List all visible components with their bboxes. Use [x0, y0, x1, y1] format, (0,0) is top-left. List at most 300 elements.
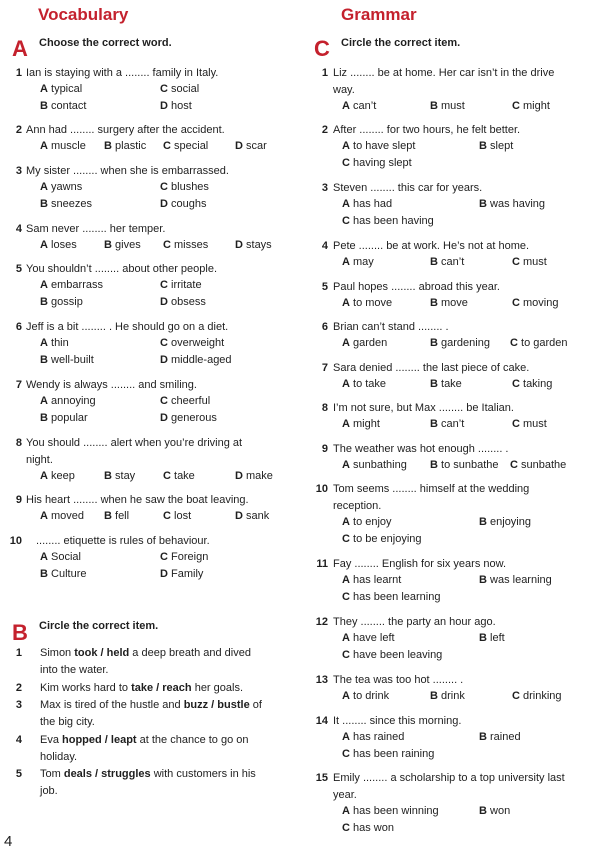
- option-a[interactable]: [342, 98, 376, 114]
- option-a[interactable]: [342, 572, 401, 588]
- option-letter: B: [40, 412, 48, 424]
- option-text: gives: [111, 239, 141, 251]
- option-letter: B: [479, 805, 487, 817]
- option-d[interactable]: [235, 468, 273, 484]
- option-c[interactable]: [342, 213, 434, 229]
- option-text: must: [519, 256, 547, 268]
- option-text: gardening: [437, 337, 490, 349]
- option-d[interactable]: [235, 138, 267, 154]
- option-letter: D: [160, 198, 168, 210]
- option-letter: C: [512, 256, 520, 268]
- option-d[interactable]: [160, 98, 192, 114]
- sentence-text: [40, 645, 285, 679]
- option-letter: B: [430, 256, 438, 268]
- option-text: to take: [349, 378, 387, 390]
- option-letter: C: [342, 533, 350, 545]
- option-letter: A: [342, 378, 350, 390]
- option-b[interactable]: [40, 196, 92, 212]
- option-text: sank: [242, 510, 270, 522]
- option-text: has been raining: [349, 748, 435, 760]
- question-text: night.: [26, 454, 53, 466]
- option-b[interactable]: [430, 688, 465, 704]
- question-number: 5: [15, 263, 22, 275]
- option-c[interactable]: [342, 647, 442, 663]
- sentence-part: Eva: [40, 734, 63, 746]
- option-letter: A: [342, 337, 350, 349]
- option-text: host: [167, 100, 192, 112]
- option-text: take: [437, 378, 462, 390]
- option-a[interactable]: [342, 416, 380, 432]
- option-text: irritate: [167, 279, 202, 291]
- option-c[interactable]: [510, 335, 568, 351]
- option-text: obsess: [167, 296, 206, 308]
- question-number: 8: [15, 437, 22, 449]
- option-letter: B: [40, 296, 48, 308]
- option-b[interactable]: [104, 508, 129, 524]
- option-letter: C: [163, 470, 171, 482]
- option-text: take: [170, 470, 195, 482]
- option-text: may: [349, 256, 374, 268]
- option-a[interactable]: [40, 335, 69, 351]
- option-a[interactable]: [342, 196, 392, 212]
- option-text: has learnt: [349, 574, 402, 586]
- option-c[interactable]: [342, 531, 422, 547]
- choice-pair[interactable]: take / reach: [131, 682, 192, 694]
- option-text: to drink: [349, 690, 390, 702]
- option-letter: B: [104, 470, 112, 482]
- option-b[interactable]: [479, 514, 531, 530]
- question-number: 1: [321, 67, 328, 79]
- option-letter: B: [40, 100, 48, 112]
- option-b[interactable]: [40, 98, 86, 114]
- option-letter: C: [160, 337, 168, 349]
- option-letter: B: [430, 297, 438, 309]
- option-text: contact: [47, 100, 87, 112]
- question-number: 8: [321, 402, 328, 414]
- question-number: 1: [15, 647, 22, 659]
- option-text: has been having: [349, 215, 434, 227]
- option-letter: C: [160, 279, 168, 291]
- option-text: have been leaving: [349, 649, 443, 661]
- option-text: muscle: [47, 140, 86, 152]
- option-c[interactable]: [512, 295, 558, 311]
- option-c[interactable]: [160, 277, 202, 293]
- option-letter: A: [40, 395, 48, 407]
- sentence-part: with customers in his: [150, 768, 256, 780]
- option-letter: B: [479, 632, 487, 644]
- option-text: misses: [170, 239, 209, 251]
- option-letter: C: [342, 215, 350, 227]
- option-b[interactable]: [430, 254, 464, 270]
- option-a[interactable]: [40, 508, 84, 524]
- option-text: enjoying: [486, 516, 531, 528]
- question-number: 2: [321, 124, 328, 136]
- question-text: You shouldn’t ........ about other people.: [26, 263, 218, 275]
- option-b[interactable]: [430, 416, 464, 432]
- question-number: 5: [321, 281, 328, 293]
- option-c[interactable]: [160, 179, 209, 195]
- question-number: 7: [321, 362, 328, 374]
- question-number: 6: [15, 321, 22, 333]
- option-letter: C: [160, 551, 168, 563]
- option-d[interactable]: [160, 196, 206, 212]
- option-b[interactable]: [40, 352, 94, 368]
- question-text: They ........ the party an hour ago.: [333, 616, 496, 628]
- option-a[interactable]: [342, 803, 439, 819]
- choice-pair[interactable]: buzz / bustle: [183, 699, 250, 711]
- option-letter: B: [104, 140, 112, 152]
- option-b[interactable]: [40, 294, 83, 310]
- sentence-part: holiday.: [40, 751, 78, 763]
- option-b[interactable]: [479, 138, 513, 154]
- option-text: must: [519, 418, 547, 430]
- option-a[interactable]: [40, 393, 96, 409]
- option-text: blushes: [167, 181, 209, 193]
- option-c[interactable]: [163, 237, 208, 253]
- option-a[interactable]: [342, 335, 387, 351]
- question-number: 10: [9, 535, 22, 547]
- option-letter: B: [40, 354, 48, 366]
- option-letter: B: [479, 731, 487, 743]
- choice-pair[interactable]: took / held: [74, 647, 130, 659]
- option-b[interactable]: [479, 196, 545, 212]
- option-d[interactable]: [160, 410, 217, 426]
- section-b-letter: B: [12, 620, 28, 645]
- option-b[interactable]: [104, 237, 141, 253]
- option-text: left: [486, 632, 505, 644]
- question-text: Paul hopes ........ abroad this year.: [333, 281, 500, 293]
- option-text: can’t: [349, 100, 377, 112]
- option-a[interactable]: [40, 179, 82, 195]
- question-text: Pete ........ be at work. He’s not at home.: [333, 240, 530, 252]
- option-d[interactable]: [235, 237, 272, 253]
- question-text: Fay ........ English for six years now.: [333, 558, 507, 570]
- option-b[interactable]: [479, 572, 552, 588]
- option-text: to sunbathe: [437, 459, 499, 471]
- question-number: 3: [321, 182, 328, 194]
- option-text: has been learning: [349, 591, 441, 603]
- question-text: Brian can’t stand ........ .: [333, 321, 449, 333]
- question-text: way.: [333, 84, 355, 96]
- option-text: won: [486, 805, 511, 817]
- option-letter: B: [40, 198, 48, 210]
- option-letter: A: [342, 198, 350, 210]
- option-text: has rained: [349, 731, 405, 743]
- option-text: sunbathing: [349, 459, 407, 471]
- option-text: Culture: [47, 568, 87, 580]
- question-text: Sara denied ........ the last piece of cake.: [333, 362, 530, 374]
- option-text: popular: [47, 412, 88, 424]
- option-a[interactable]: [342, 295, 392, 311]
- option-text: can’t: [437, 256, 465, 268]
- option-text: Family: [167, 568, 204, 580]
- question-text: My sister ........ when she is embarrassed.: [26, 165, 229, 177]
- question-text: Sam never ........ her temper.: [26, 223, 166, 235]
- option-text: annoying: [47, 395, 96, 407]
- option-text: have left: [349, 632, 395, 644]
- question-number: 2: [15, 682, 22, 694]
- option-d[interactable]: [160, 566, 203, 582]
- sentence-part: Kim works hard to: [40, 682, 132, 694]
- option-text: has been winning: [349, 805, 439, 817]
- option-letter: C: [160, 83, 168, 95]
- option-text: has had: [349, 198, 393, 210]
- question-number: 2: [15, 124, 22, 136]
- option-letter: A: [342, 297, 350, 309]
- option-d[interactable]: [235, 508, 269, 524]
- option-text: fell: [111, 510, 130, 522]
- question-number: 11: [316, 558, 328, 570]
- option-b[interactable]: [40, 410, 88, 426]
- option-letter: D: [160, 296, 168, 308]
- option-letter: A: [342, 574, 350, 586]
- section-c-instruction: Circle the correct item.: [341, 37, 461, 49]
- option-a[interactable]: [342, 630, 395, 646]
- option-c[interactable]: [342, 589, 440, 605]
- question-text: reception.: [333, 500, 382, 512]
- option-a[interactable]: [40, 237, 77, 253]
- option-letter: A: [40, 181, 48, 193]
- section-b-instruction: Circle the correct item.: [39, 620, 159, 632]
- option-letter: C: [160, 395, 168, 407]
- option-a[interactable]: [40, 81, 82, 97]
- option-text: Foreign: [167, 551, 209, 563]
- option-b[interactable]: [430, 457, 499, 473]
- option-text: was having: [486, 198, 546, 210]
- option-d[interactable]: [160, 294, 206, 310]
- option-letter: C: [510, 337, 518, 349]
- option-text: to be enjoying: [349, 533, 422, 545]
- question-text: The weather was hot enough ........ .: [333, 443, 509, 455]
- option-c[interactable]: [512, 416, 547, 432]
- question-text: year.: [333, 789, 357, 801]
- question-number: 4: [15, 223, 22, 235]
- option-b[interactable]: [104, 138, 146, 154]
- question-number: 9: [15, 494, 22, 506]
- section-a-letter: A: [12, 36, 28, 61]
- option-a[interactable]: [342, 729, 404, 745]
- option-letter: C: [512, 297, 520, 309]
- option-letter: B: [479, 516, 487, 528]
- option-letter: B: [104, 510, 112, 522]
- question-text: It ........ since this morning.: [333, 715, 462, 727]
- question-number: 5: [15, 768, 22, 780]
- option-letter: C: [342, 157, 350, 169]
- option-letter: C: [342, 822, 350, 834]
- question-number: 3: [15, 699, 22, 711]
- option-text: has won: [349, 822, 394, 834]
- option-text: slept: [486, 140, 514, 152]
- option-a[interactable]: [40, 277, 103, 293]
- option-letter: C: [512, 418, 520, 430]
- option-letter: C: [512, 690, 520, 702]
- option-text: drinking: [519, 690, 562, 702]
- question-text: You should ........ alert when you’re driving at: [26, 437, 243, 449]
- option-letter: B: [479, 198, 487, 210]
- option-a[interactable]: [40, 138, 86, 154]
- option-c[interactable]: [160, 393, 210, 409]
- option-c[interactable]: [512, 254, 547, 270]
- option-text: stays: [242, 239, 272, 251]
- option-text: rained: [486, 731, 521, 743]
- question-number: 6: [321, 321, 328, 333]
- option-letter: C: [163, 239, 171, 251]
- option-letter: A: [40, 337, 48, 349]
- option-a[interactable]: [40, 468, 75, 484]
- sentence-text: [40, 697, 285, 731]
- option-c[interactable]: [163, 508, 191, 524]
- option-b[interactable]: [430, 295, 468, 311]
- option-text: thin: [47, 337, 69, 349]
- sentence-part: her goals.: [191, 682, 244, 694]
- sentence-part: Simon: [40, 647, 75, 659]
- option-letter: A: [342, 690, 350, 702]
- option-letter: C: [512, 378, 520, 390]
- question-number: 3: [15, 165, 22, 177]
- question-number: 4: [15, 734, 22, 746]
- option-a[interactable]: [342, 457, 407, 473]
- option-text: cheerful: [167, 395, 211, 407]
- option-text: lost: [170, 510, 192, 522]
- option-a[interactable]: [342, 514, 392, 530]
- choice-pair[interactable]: hopped / leapt: [62, 734, 137, 746]
- choice-pair[interactable]: deals / struggles: [63, 768, 151, 780]
- question-number: 10: [315, 483, 328, 495]
- option-letter: C: [512, 100, 520, 112]
- option-c[interactable]: [342, 746, 434, 762]
- option-a[interactable]: [342, 254, 374, 270]
- option-letter: B: [430, 378, 438, 390]
- option-b[interactable]: [430, 335, 490, 351]
- option-c[interactable]: [512, 376, 552, 392]
- question-text: His heart ........ when he saw the boat leaving.: [26, 494, 249, 506]
- option-c[interactable]: [342, 820, 394, 836]
- option-text: typical: [47, 83, 83, 95]
- option-a[interactable]: [342, 138, 415, 154]
- question-text: Tom seems ........ himself at the wedding: [333, 483, 530, 495]
- option-text: to garden: [517, 337, 568, 349]
- option-letter: C: [342, 649, 350, 661]
- option-letter: D: [235, 140, 243, 152]
- question-number: 15: [315, 772, 328, 784]
- option-letter: C: [342, 591, 350, 603]
- option-b[interactable]: [479, 630, 505, 646]
- option-c[interactable]: [163, 138, 208, 154]
- option-text: might: [519, 100, 550, 112]
- sentence-part: at the chance to go on: [136, 734, 249, 746]
- option-text: to enjoy: [349, 516, 392, 528]
- option-letter: B: [479, 140, 487, 152]
- option-text: can’t: [437, 418, 465, 430]
- option-letter: A: [40, 551, 48, 563]
- question-text: ........ etiquette is rules of behaviour.: [36, 535, 210, 547]
- grammar-heading: Grammar: [341, 5, 417, 24]
- option-letter: B: [430, 690, 438, 702]
- option-text: to move: [349, 297, 393, 309]
- question-number: 1: [15, 67, 22, 79]
- option-letter: A: [40, 470, 48, 482]
- option-b[interactable]: [430, 98, 465, 114]
- option-text: moving: [519, 297, 559, 309]
- question-text: Ann had ........ surgery after the accident.: [26, 124, 225, 136]
- option-letter: B: [479, 574, 487, 586]
- option-b[interactable]: [479, 729, 521, 745]
- option-text: loses: [47, 239, 77, 251]
- option-letter: A: [342, 516, 350, 528]
- question-number: 12: [315, 616, 328, 628]
- option-text: to have slept: [349, 140, 416, 152]
- option-c[interactable]: [342, 155, 412, 171]
- option-text: embarrass: [47, 279, 103, 291]
- option-text: stay: [111, 470, 136, 482]
- option-letter: A: [342, 418, 350, 430]
- option-text: social: [167, 83, 200, 95]
- option-text: taking: [519, 378, 553, 390]
- option-letter: A: [342, 459, 350, 471]
- sentence-part: job.: [40, 785, 58, 797]
- option-a[interactable]: [342, 688, 389, 704]
- option-c[interactable]: [512, 688, 562, 704]
- question-text: I’m not sure, but Max ........ be Italian.: [333, 402, 514, 414]
- option-c[interactable]: [160, 81, 199, 97]
- option-text: generous: [167, 412, 217, 424]
- question-text: After ........ for two hours, he felt better.: [333, 124, 521, 136]
- option-text: coughs: [167, 198, 207, 210]
- option-d[interactable]: [160, 352, 232, 368]
- option-letter: C: [342, 748, 350, 760]
- option-b[interactable]: [430, 376, 462, 392]
- option-text: scar: [242, 140, 267, 152]
- question-number: 4: [321, 240, 328, 252]
- sentence-part: the big city.: [40, 716, 95, 728]
- option-b[interactable]: [479, 803, 510, 819]
- option-text: gossip: [47, 296, 83, 308]
- option-text: moved: [47, 510, 85, 522]
- option-letter: C: [163, 510, 171, 522]
- option-text: drink: [437, 690, 465, 702]
- option-b[interactable]: [104, 468, 135, 484]
- option-letter: A: [40, 140, 48, 152]
- sentence-part: of: [249, 699, 262, 711]
- option-text: Social: [47, 551, 81, 563]
- option-a[interactable]: [342, 376, 386, 392]
- option-a[interactable]: [40, 549, 81, 565]
- option-letter: B: [430, 337, 438, 349]
- option-c[interactable]: [160, 335, 224, 351]
- option-text: might: [349, 418, 380, 430]
- option-letter: D: [235, 510, 243, 522]
- question-text: Steven ........ this car for years.: [333, 182, 483, 194]
- option-letter: A: [342, 632, 350, 644]
- sentence-text: [40, 732, 285, 766]
- option-c[interactable]: [163, 468, 195, 484]
- option-text: keep: [47, 470, 75, 482]
- sentence-part: a deep breath and dived: [129, 647, 251, 659]
- option-c[interactable]: [510, 457, 566, 473]
- option-letter: C: [510, 459, 518, 471]
- question-text: Ian is staying with a ........ family in Italy.: [26, 67, 219, 79]
- question-number: 7: [15, 379, 22, 391]
- option-c[interactable]: [512, 98, 550, 114]
- option-text: sneezes: [47, 198, 92, 210]
- option-text: make: [242, 470, 273, 482]
- option-c[interactable]: [160, 549, 208, 565]
- option-letter: D: [160, 354, 168, 366]
- sentence-text: [40, 766, 285, 800]
- question-number: 9: [321, 443, 328, 455]
- question-number: 13: [315, 674, 328, 686]
- option-b[interactable]: [40, 566, 86, 582]
